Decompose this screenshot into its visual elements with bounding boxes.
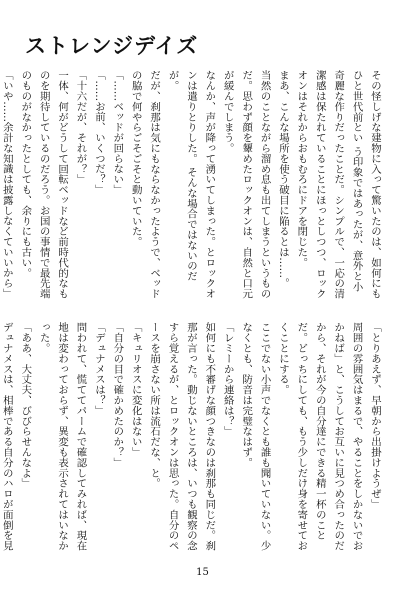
- paragraph: 問われて、慌ててパームで確認してみれば、現在地は変わっておらず、異変も表示されてはいなかった。: [37, 322, 87, 551]
- paragraph: デュナメスは、相棒である自分のハロが面倒を見: [0, 322, 13, 551]
- paragraph: 「自分の目で確かめたのか？」: [111, 322, 124, 468]
- paragraph: 「……ベッドが回らない」: [111, 70, 124, 195]
- paragraph: 周囲の雰囲気はまるで、やることをしかないでおかねば」と、こうしてお互いに見つめ合ったのだから、それが今の自分達にできる精一杯のことだ。どっちにしても、もう少しだけ身を寄せておくことにする。: [276, 322, 363, 551]
- paragraph: だが、刹那は気にもならなかったようで、ベッドの脇で何やらごそごそと動いていた。: [129, 70, 161, 299]
- paragraph: まあ、こんな場所を使う破目に陥るとは……。: [276, 70, 289, 289]
- paragraph: 当然のことながら溜め息も出てしまうというものだ。思わず顔を顰めたロックオンは、自然と口元が緩んでしまう。: [221, 70, 271, 299]
- paragraph: その怪しげな建物に入って驚いたのは、如何にもひと世代前とい う印象ではあったが、意外と小奇麗な作りだったことだ。シンプルで、一応の清潔感は保たれていることにほっとしつつ、ロックオンはそれからおもむろにドアを閉じた。: [295, 70, 381, 299]
- paragraph: 「とりあえず、早朝から出掛けようぜ」: [369, 322, 381, 510]
- paragraph: 「レミーから連絡は？」: [221, 322, 234, 437]
- paragraph: 「いや……余計な知識は披露しなくていいから」: [0, 70, 13, 299]
- paragraph: ここでない小声でなくとも誰も聞いていない。少なくとも、防音は完璧なはず。: [240, 322, 271, 551]
- paragraph: 如何にも不審げな顔つきなのは刹那も同じだ。刹那が言った。動じないところは、いつも観察の念すら覚えるが、とロックオンは思った。自分のペースを崩さない所は流石だな、と。: [148, 322, 216, 551]
- paragraph: 一体、何がどうして回転ベッドなど前時代的なものを期待しているのだろう。お国の事情で最先端のものがなかったとしても、余りにも古い。: [19, 70, 69, 299]
- page-number: 15: [196, 567, 209, 578]
- page-title: ストレンジデイズ: [25, 34, 199, 58]
- paragraph: 「デュナメスは？」: [92, 322, 105, 416]
- lower-text-block: [0, 322, 384, 554]
- paragraph: 「十六だが、それが？」: [74, 70, 87, 185]
- paragraph: 「……お前、いくつだ？」: [92, 70, 105, 195]
- upper-text-block: [0, 70, 384, 300]
- paragraph: なんか、声が降って湧いてしまった。とロックオンは遣りとりした。 そんな場合ではないのだが。: [166, 70, 216, 299]
- paragraph: 「ああ、大丈夫、びびらせんなよ」: [19, 322, 32, 489]
- paragraph: 「キュリオスに変化はない」: [129, 322, 142, 458]
